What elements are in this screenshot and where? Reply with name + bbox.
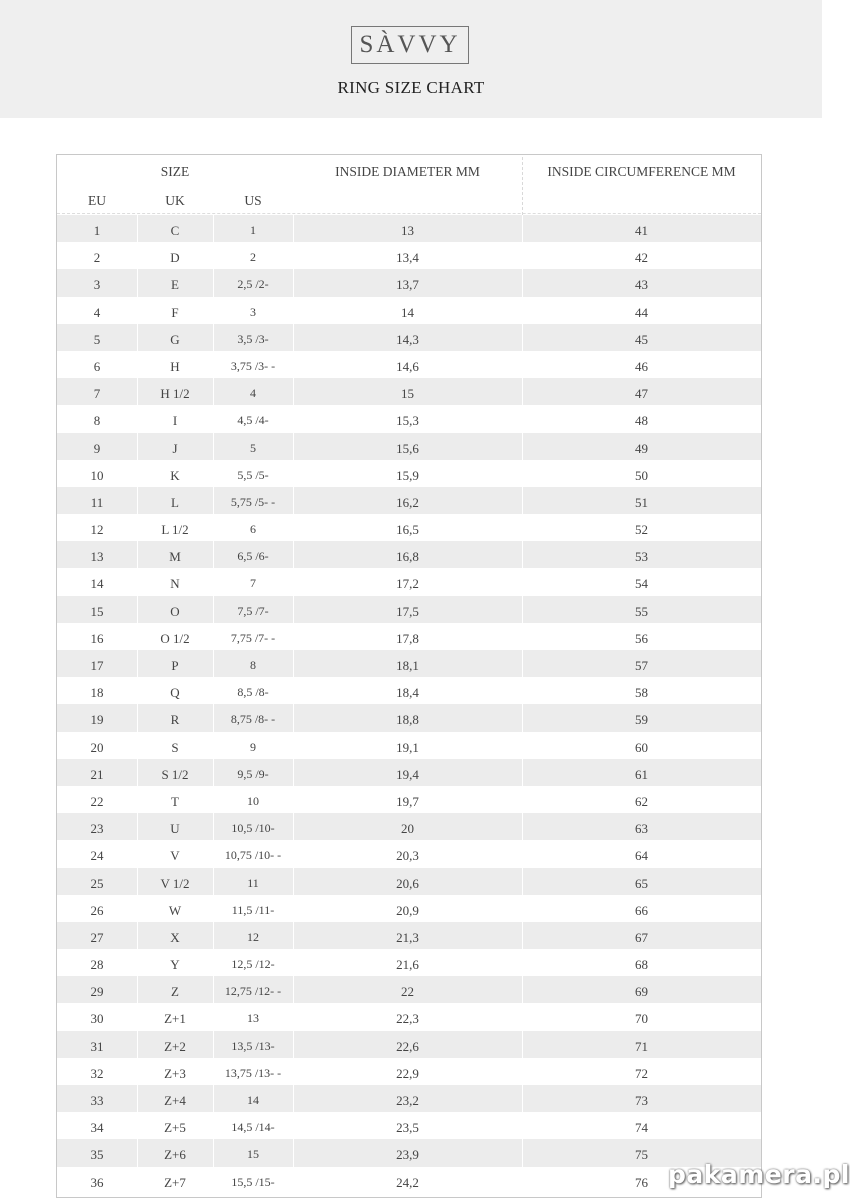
eu-cell: 6 [93, 358, 101, 374]
uk-cell: H 1/2 [160, 386, 190, 402]
us-cell: 3,5 /3- [237, 331, 269, 346]
circumference-cell: 66 [635, 902, 648, 918]
eu-cell: 4 [93, 304, 101, 320]
us-cell: 3 [250, 304, 256, 319]
diameter-cell: 22,6 [396, 1038, 419, 1054]
diameter-cell: 15 [401, 386, 414, 402]
size-group-header: SIZE [160, 164, 190, 179]
circumference-cell: 60 [635, 739, 648, 755]
circumference-cell: 73 [635, 1093, 648, 1108]
circumference-cell: 53 [635, 549, 648, 565]
table-row [57, 677, 761, 704]
eu-cell: 30 [90, 1011, 104, 1027]
diameter-cell: 22,9 [396, 1065, 419, 1081]
table-row [57, 732, 761, 759]
eu-cell: 21 [90, 766, 104, 782]
us-cell: 2 [250, 250, 256, 265]
eu-cell: 22 [90, 793, 104, 809]
circumference-cell: 48 [635, 413, 648, 429]
diameter-cell: 21,3 [396, 929, 419, 945]
uk-cell: Z [171, 984, 179, 1000]
us-cell: 5,75 /5- - [230, 494, 276, 509]
us-cell: 1 [250, 223, 256, 237]
diameter-cell: 18,4 [396, 685, 419, 701]
us-column-header: US [244, 193, 262, 208]
eu-cell: 2 [93, 250, 101, 266]
us-cell: 8,5 /8- [237, 685, 269, 700]
eu-cell: 19 [90, 712, 104, 728]
uk-cell: V 1/2 [160, 875, 190, 891]
circumference-cell: 70 [635, 1011, 648, 1027]
us-cell: 15 [247, 1147, 259, 1162]
table-row [57, 1003, 761, 1030]
uk-cell: Z+1 [164, 1011, 186, 1027]
eu-cell: 27 [90, 929, 104, 945]
brand-logo: SÀVVY [351, 26, 469, 64]
eu-cell: 11 [90, 494, 104, 510]
table-row [57, 460, 761, 487]
diameter-cell: 17,8 [396, 630, 419, 646]
circumference-column-header: INSIDE CIRCUMFERENCE MM [547, 164, 736, 179]
diameter-cell: 15,6 [396, 440, 419, 456]
eu-cell: 10 [90, 467, 104, 483]
uk-cell: J [172, 440, 178, 456]
uk-cell: S [171, 739, 179, 755]
us-cell: 13,5 /13- [231, 1038, 275, 1053]
header-bottom-divider [57, 213, 761, 214]
table-row [57, 1167, 761, 1194]
table-row [57, 514, 761, 541]
uk-cell: X [170, 929, 180, 945]
eu-cell: 8 [93, 413, 101, 429]
us-cell: 7,5 /7- [237, 603, 269, 618]
diameter-cell: 14,3 [396, 331, 419, 347]
table-row [57, 813, 761, 840]
table-row [57, 378, 761, 405]
uk-cell: O [170, 603, 180, 619]
table-row [57, 541, 761, 568]
eu-cell: 29 [90, 984, 104, 1000]
circumference-cell: 57 [635, 658, 648, 673]
table-row [57, 1031, 761, 1058]
header-banner [0, 0, 822, 118]
circumference-cell: 69 [635, 984, 648, 1000]
diameter-cell: 20,6 [396, 875, 419, 891]
diameter-cell: 18,8 [396, 712, 419, 728]
circumference-cell: 74 [635, 1120, 648, 1136]
eu-column-header: EU [88, 193, 106, 208]
eu-cell: 34 [90, 1120, 104, 1136]
us-cell: 13,75 /13- - [224, 1065, 282, 1080]
uk-cell: Q [170, 685, 180, 701]
us-cell: 7 [250, 576, 256, 591]
table-row [57, 1058, 761, 1085]
diameter-cell: 23,2 [396, 1093, 419, 1108]
table-row [57, 1139, 761, 1166]
eu-cell: 24 [90, 848, 104, 864]
table-row [57, 433, 761, 460]
us-cell: 14,5 /14- [231, 1120, 275, 1135]
eu-cell: 20 [90, 739, 104, 755]
eu-cell: 15 [90, 603, 104, 619]
uk-cell: Y [170, 957, 180, 973]
circumference-cell: 45 [635, 331, 648, 347]
eu-cell: 17 [90, 658, 104, 673]
table-row [57, 269, 761, 296]
header-divider [522, 157, 523, 215]
eu-cell: 32 [90, 1065, 104, 1081]
us-cell: 13 [247, 1011, 259, 1026]
eu-cell: 5 [93, 331, 101, 347]
us-cell: 9,5 /9- [237, 766, 269, 781]
us-cell: 6 [250, 522, 256, 537]
page-title: RING SIZE CHART [337, 78, 485, 97]
diameter-cell: 17,2 [396, 576, 419, 592]
diameter-cell: 13 [401, 223, 414, 238]
circumference-cell: 46 [635, 358, 648, 374]
circumference-cell: 76 [635, 1174, 648, 1190]
uk-cell: M [169, 549, 181, 565]
table-row [57, 324, 761, 351]
ring-size-table [56, 154, 762, 1198]
us-cell: 14 [247, 1093, 259, 1107]
uk-cell: G [170, 331, 180, 347]
uk-cell: Z+3 [164, 1065, 186, 1081]
diameter-cell: 19,1 [396, 739, 419, 755]
uk-cell: H [170, 358, 180, 374]
eu-cell: 35 [90, 1147, 104, 1163]
eu-cell: 33 [90, 1093, 104, 1108]
table-row [57, 568, 761, 595]
watermark: pakamera.pl [668, 1160, 850, 1189]
uk-cell: S 1/2 [161, 766, 189, 782]
circumference-cell: 67 [635, 929, 648, 945]
eu-cell: 14 [90, 576, 104, 592]
diameter-cell: 22 [401, 984, 414, 1000]
table-row [57, 976, 761, 1003]
us-cell: 8 [250, 658, 256, 672]
us-cell: 5,5 /5- [237, 467, 269, 482]
uk-cell: I [172, 413, 178, 429]
uk-cell: T [171, 793, 179, 809]
eu-cell: 1 [93, 223, 101, 238]
circumference-cell: 63 [635, 821, 648, 837]
diameter-cell: 15,3 [396, 413, 419, 429]
eu-cell: 7 [93, 386, 101, 402]
circumference-cell: 49 [635, 440, 648, 456]
diameter-cell: 13,7 [396, 277, 419, 293]
us-cell: 15,5 /15- [231, 1174, 275, 1189]
table-row [57, 759, 761, 786]
eu-cell: 26 [90, 902, 104, 918]
table-row [57, 1085, 761, 1112]
circumference-cell: 41 [635, 223, 648, 238]
table-row [57, 623, 761, 650]
circumference-cell: 42 [635, 250, 648, 266]
us-cell: 4,5 /4- [237, 413, 269, 428]
table-row [57, 1112, 761, 1139]
diameter-cell: 14 [401, 304, 414, 320]
table-row [57, 215, 761, 242]
eu-cell: 9 [93, 440, 101, 456]
uk-cell: Z+7 [164, 1174, 186, 1190]
diameter-cell: 24,2 [396, 1174, 419, 1190]
uk-cell: Z+4 [164, 1093, 186, 1108]
eu-cell: 12 [90, 522, 104, 538]
diameter-cell: 18,1 [396, 658, 419, 673]
uk-cell: F [171, 304, 179, 320]
diameter-column-header: INSIDE DIAMETER MM [335, 164, 480, 179]
circumference-cell: 72 [635, 1065, 648, 1081]
eu-cell: 36 [90, 1174, 104, 1190]
diameter-cell: 20 [401, 821, 414, 837]
uk-cell: N [170, 576, 180, 592]
uk-cell: L 1/2 [161, 522, 189, 538]
diameter-cell: 23,9 [396, 1147, 419, 1163]
table-body [57, 215, 761, 1194]
uk-cell: L [171, 494, 179, 510]
us-cell: 11 [247, 875, 259, 890]
us-cell: 2,5 /2- [237, 277, 269, 292]
table-row [57, 487, 761, 514]
uk-cell: V [170, 848, 180, 864]
eu-cell: 31 [90, 1038, 104, 1054]
uk-cell: Z+2 [164, 1038, 186, 1054]
us-cell: 4 [250, 386, 256, 401]
uk-cell: O 1/2 [160, 630, 190, 646]
us-cell: 9 [250, 739, 256, 754]
uk-cell: R [170, 712, 180, 728]
eu-cell: 16 [90, 630, 104, 646]
us-cell: 12,75 /12- - [224, 984, 282, 999]
diameter-cell: 17,5 [396, 603, 419, 619]
circumference-cell: 61 [635, 766, 648, 782]
eu-cell: 25 [90, 875, 104, 891]
eu-cell: 3 [93, 277, 101, 293]
circumference-cell: 52 [635, 522, 648, 538]
diameter-cell: 16,2 [396, 494, 419, 510]
circumference-cell: 50 [635, 467, 648, 483]
table-row [57, 868, 761, 895]
circumference-cell: 51 [635, 494, 648, 510]
table-row [57, 351, 761, 378]
table-row [57, 786, 761, 813]
table-row [57, 704, 761, 731]
circumference-cell: 54 [635, 576, 648, 592]
circumference-cell: 68 [635, 957, 648, 973]
circumference-cell: 55 [635, 603, 648, 619]
circumference-cell: 64 [635, 848, 648, 864]
uk-cell: U [170, 821, 180, 837]
table-row [57, 895, 761, 922]
us-cell: 10 [247, 793, 259, 808]
us-cell: 5 [250, 440, 256, 455]
us-cell: 6,5 /6- [237, 549, 269, 564]
table-row [57, 596, 761, 623]
diameter-cell: 19,4 [396, 766, 419, 782]
diameter-cell: 15,9 [396, 467, 419, 483]
diameter-cell: 22,3 [396, 1011, 419, 1027]
circumference-cell: 71 [635, 1038, 648, 1054]
eu-cell: 28 [90, 957, 104, 973]
us-cell: 11,5 /11- [231, 902, 275, 917]
table-row [57, 405, 761, 432]
uk-cell: K [170, 467, 180, 483]
diameter-cell: 20,3 [396, 848, 419, 864]
eu-cell: 23 [90, 821, 104, 837]
uk-cell: C [170, 223, 180, 238]
us-cell: 3,75 /3- - [230, 358, 276, 373]
uk-cell: P [171, 658, 179, 673]
us-cell: 12 [247, 929, 259, 944]
diameter-cell: 16,8 [396, 549, 419, 565]
us-cell: 7,75 /7- - [230, 630, 276, 645]
diameter-cell: 20,9 [396, 902, 419, 918]
uk-column-header: UK [165, 193, 185, 208]
diameter-cell: 14,6 [396, 358, 419, 374]
diameter-cell: 19,7 [396, 793, 419, 809]
circumference-cell: 43 [635, 277, 648, 293]
table-row [57, 949, 761, 976]
uk-cell: W [168, 902, 182, 918]
table-row [57, 242, 761, 269]
diameter-cell: 13,4 [396, 250, 419, 266]
eu-cell: 18 [90, 685, 104, 701]
uk-cell: Z+5 [164, 1120, 186, 1136]
table-row [57, 922, 761, 949]
eu-cell: 13 [90, 549, 104, 565]
table-header [57, 155, 761, 215]
table-row [57, 650, 761, 677]
circumference-cell: 59 [635, 712, 648, 728]
circumference-cell: 75 [635, 1147, 648, 1163]
circumference-cell: 58 [635, 685, 648, 701]
us-cell: 8,75 /8- - [230, 712, 276, 727]
circumference-cell: 44 [635, 304, 648, 320]
us-cell: 12,5 /12- [231, 957, 275, 972]
diameter-cell: 21,6 [396, 957, 419, 973]
us-cell: 10,75 /10- - [224, 848, 282, 863]
uk-cell: D [170, 250, 180, 266]
circumference-cell: 47 [635, 386, 648, 402]
circumference-cell: 65 [635, 875, 648, 891]
uk-cell: Z+6 [164, 1147, 186, 1163]
us-cell: 10,5 /10- [231, 821, 275, 836]
table-row [57, 297, 761, 324]
diameter-cell: 16,5 [396, 522, 419, 538]
circumference-cell: 56 [635, 630, 648, 646]
uk-cell: E [171, 277, 179, 293]
table-row [57, 840, 761, 867]
diameter-cell: 23,5 [396, 1120, 419, 1136]
circumference-cell: 62 [635, 793, 648, 809]
